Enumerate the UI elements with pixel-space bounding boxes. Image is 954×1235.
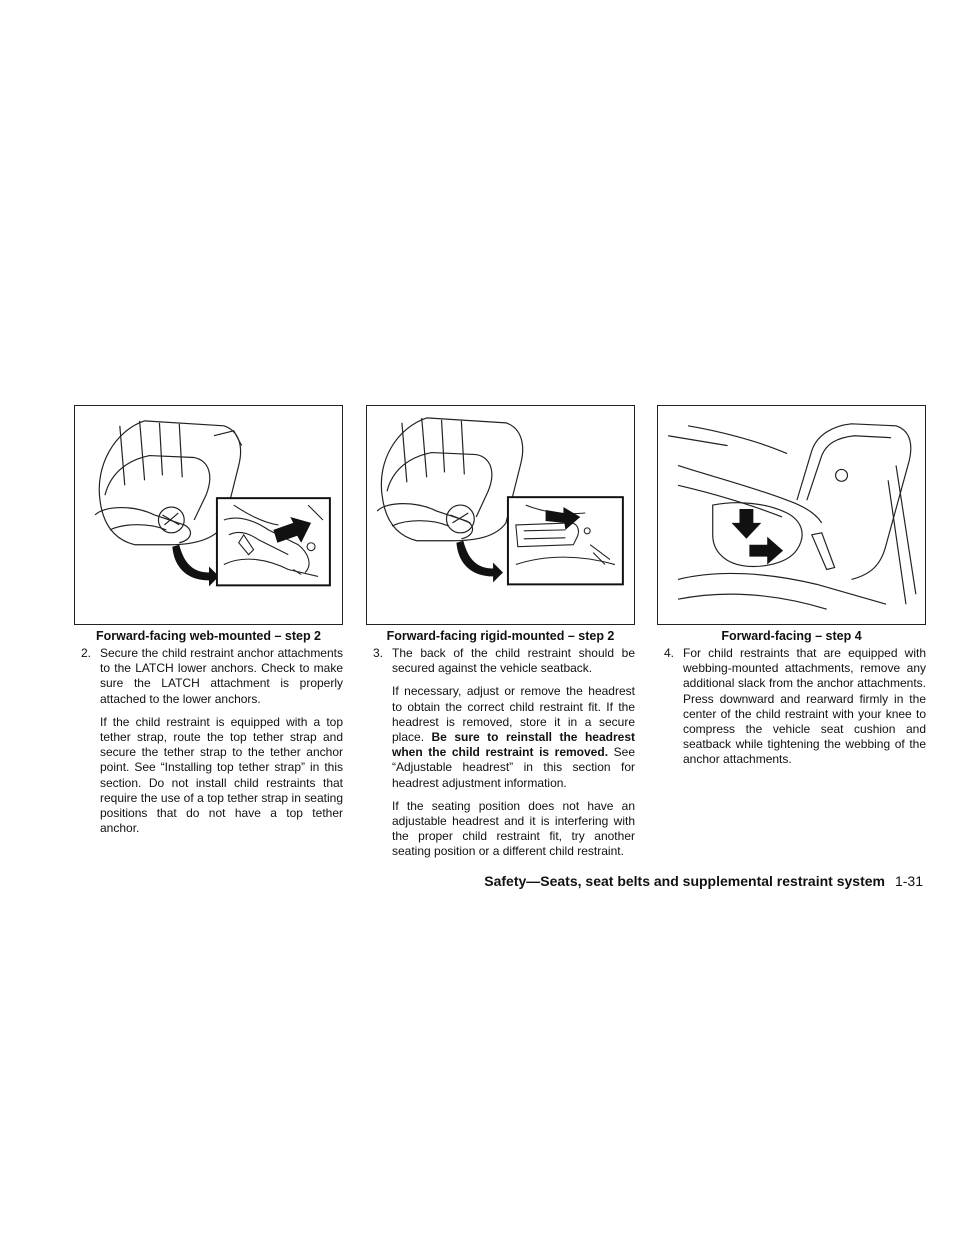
headrest-paragraph — [373, 684, 635, 790]
step-2-tether-paragraph: If the child restraint is equipped with a top tether strap, route the top tether strap and secure the tether strap to the tether anchor point. See “Installing top tether strap” in this section. Do not install child restraints that require the use of a top tether strap in seating positions that do not have a top tether anchor. — [100, 714, 343, 836]
step-number: 2. — [81, 646, 92, 660]
step-3-paragraph — [373, 646, 635, 676]
step-text: Secure the child restraint anchor attachments to the LATCH lower anchors. Check to make sure the LATCH attachment is properly attached to the lower anchors. — [100, 646, 343, 706]
step-text: For child restraints that are equipped with webbing-mounted attachments, remove any additional slack from the anchor attachments. Press downward and rearward firmly in the center of the child restraint with your knee to compress the vehicle seat cushion and seatback while tightening the webbing of the anchor attachments. — [683, 646, 926, 767]
headrest-warning: Be sure to reinstall the headrest when the child restraint is removed. — [392, 730, 635, 760]
figure-web-mounted — [74, 405, 343, 625]
step-number: 4. — [664, 646, 675, 660]
knee-press-seat-illustration — [658, 406, 925, 624]
section-title: Safety—Seats, seat belts and supplemental restraint system — [484, 873, 885, 889]
headrest-reference: See “Adjustable headrest” in this section for headrest adjustment information. — [392, 745, 635, 790]
column-step-3 — [373, 646, 635, 868]
page-number: 1-31 — [894, 873, 923, 889]
figure-forward-facing-step4 — [657, 405, 926, 625]
column-step-4 — [664, 646, 926, 776]
figure-caption-web-mounted: Forward-facing web-mounted – step 2 — [95, 629, 322, 643]
figure-caption-rigid-mounted: Forward-facing rigid-mounted – step 2 — [386, 629, 615, 643]
headrest-text: If necessary, adjust or remove the headrest to obtain the correct child restraint fit. If the headrest is removed, store it in a secure place. — [392, 684, 635, 745]
step-4-paragraph — [664, 646, 926, 768]
step-text: The back of the child restraint should be secured against the vehicle seatback. — [392, 646, 635, 676]
no-headrest-paragraph: If the seating position does not have an adjustable headrest and it is interfering with the proper child restraint fit, try another seating position or a different child restraint. — [392, 798, 635, 859]
child-seat-lower-anchor-web-illustration — [75, 406, 342, 624]
step-number: 3. — [373, 646, 384, 660]
child-seat-lower-anchor-rigid-illustration — [367, 406, 634, 624]
page-footer — [484, 873, 923, 889]
figure-caption-step4: Forward-facing – step 4 — [721, 629, 862, 643]
step-2-paragraph — [81, 646, 343, 707]
figure-rigid-mounted — [366, 405, 635, 625]
column-step-2 — [81, 646, 343, 844]
